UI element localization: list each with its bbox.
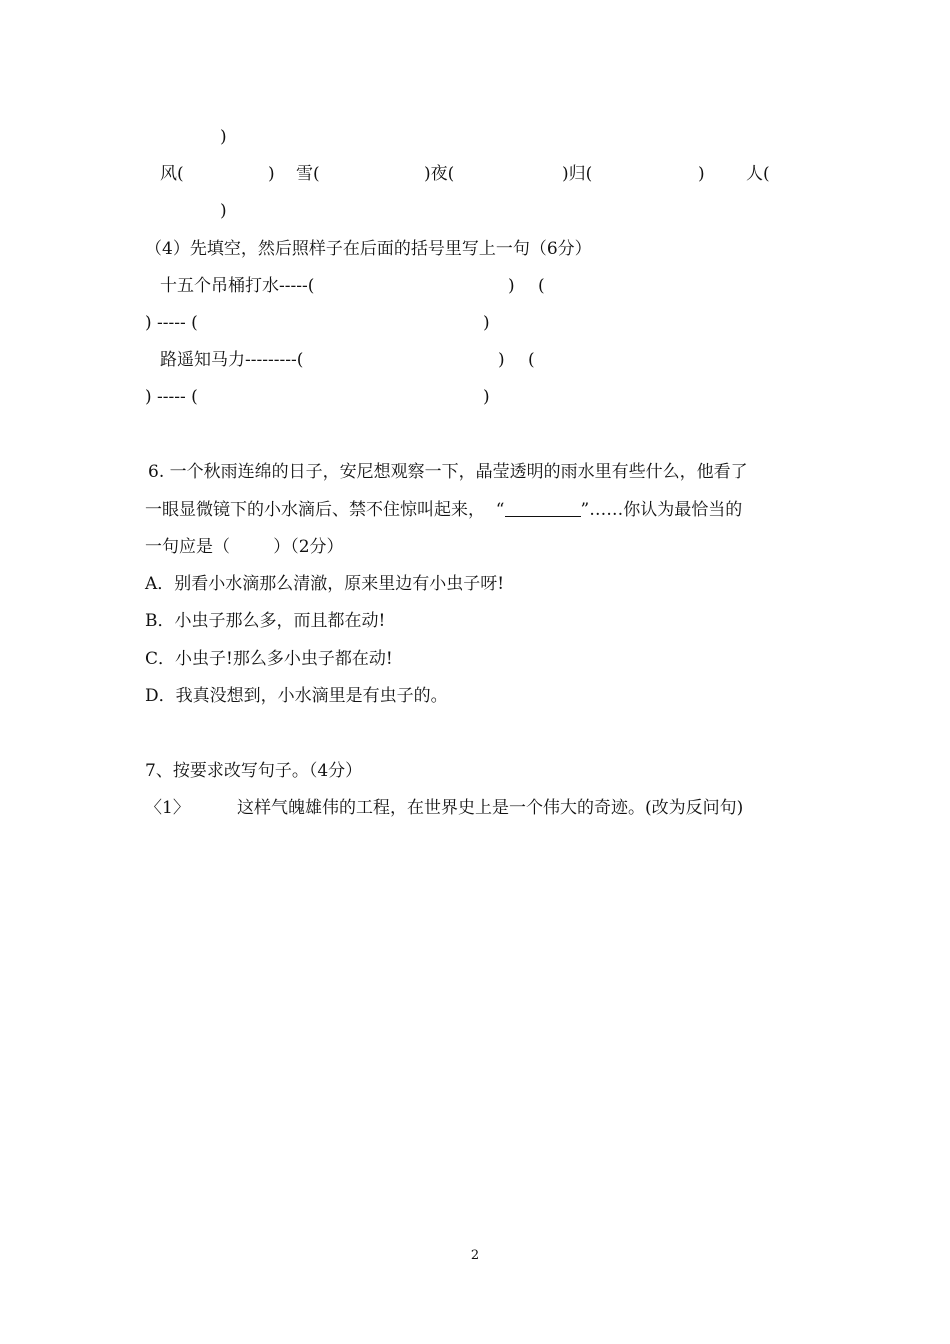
question-7-title: 7、按要求改写句子。（4分） [145,761,363,781]
q4-row2-answer: ) ----- ( [145,313,198,333]
fill-return-close: ) [698,164,705,184]
page-number: 2 [470,1248,480,1263]
fill-person: 人( [746,164,770,184]
question-6-line3: 一句应是（ ）（2分） [145,537,344,557]
fill-wind: 风( [160,164,184,184]
question-4-title: （4）先填空，然后照样子在后面的括号里写上一句（6分） [145,239,592,259]
fill-snow: 雪( [296,164,320,184]
q4-row3-proverb: 路遥知马力---------( [160,350,304,370]
q4-row1-open: ( [538,276,545,296]
q4-row3-close: ) [498,350,505,370]
question-6-line2-start: 一眼显微镜下的小水滴后、禁不住惊叫起来， “ [145,500,505,520]
question-7-item-text: 这样气魄雄伟的工程，在世界史上是一个伟大的奇迹。(改为反问句) [237,798,744,818]
q4-row1-proverb: 十五个吊桶打水-----( [160,276,315,296]
question-6-line2-end: ”……你认为最恰当的 [580,500,743,520]
question-7-item-number: 〈1〉 [145,798,190,818]
answer-blank [505,498,581,517]
bracket-line-1: ) [220,127,227,147]
question-6-line1: 6. 一个秋雨连绵的日子，安尼想观察一下，晶莹透明的雨水里有些什么，他看了 [148,462,748,482]
option-b: B．小虫子那么多，而且都在动! [145,611,386,631]
bracket-line-3: ) [220,201,227,221]
fill-return: )归( [562,164,593,184]
q4-row2-close: ) [483,313,490,333]
option-a: A．别看小水滴那么清澈，原来里边有小虫子呀! [145,574,505,594]
option-c: C．小虫子!那么多小虫子都在动! [145,649,393,669]
q4-row4-close: ) [483,387,490,407]
q4-row3-open: ( [528,350,535,370]
fill-night: )夜( [424,164,455,184]
option-d: D．我真没想到，小水滴里是有虫子的。 [145,686,448,706]
fill-wind-close: ) [268,164,275,184]
question-6-line2 [145,498,742,521]
q4-row1-close: ) [508,276,515,296]
q4-row4-answer: ) ----- ( [145,387,198,407]
